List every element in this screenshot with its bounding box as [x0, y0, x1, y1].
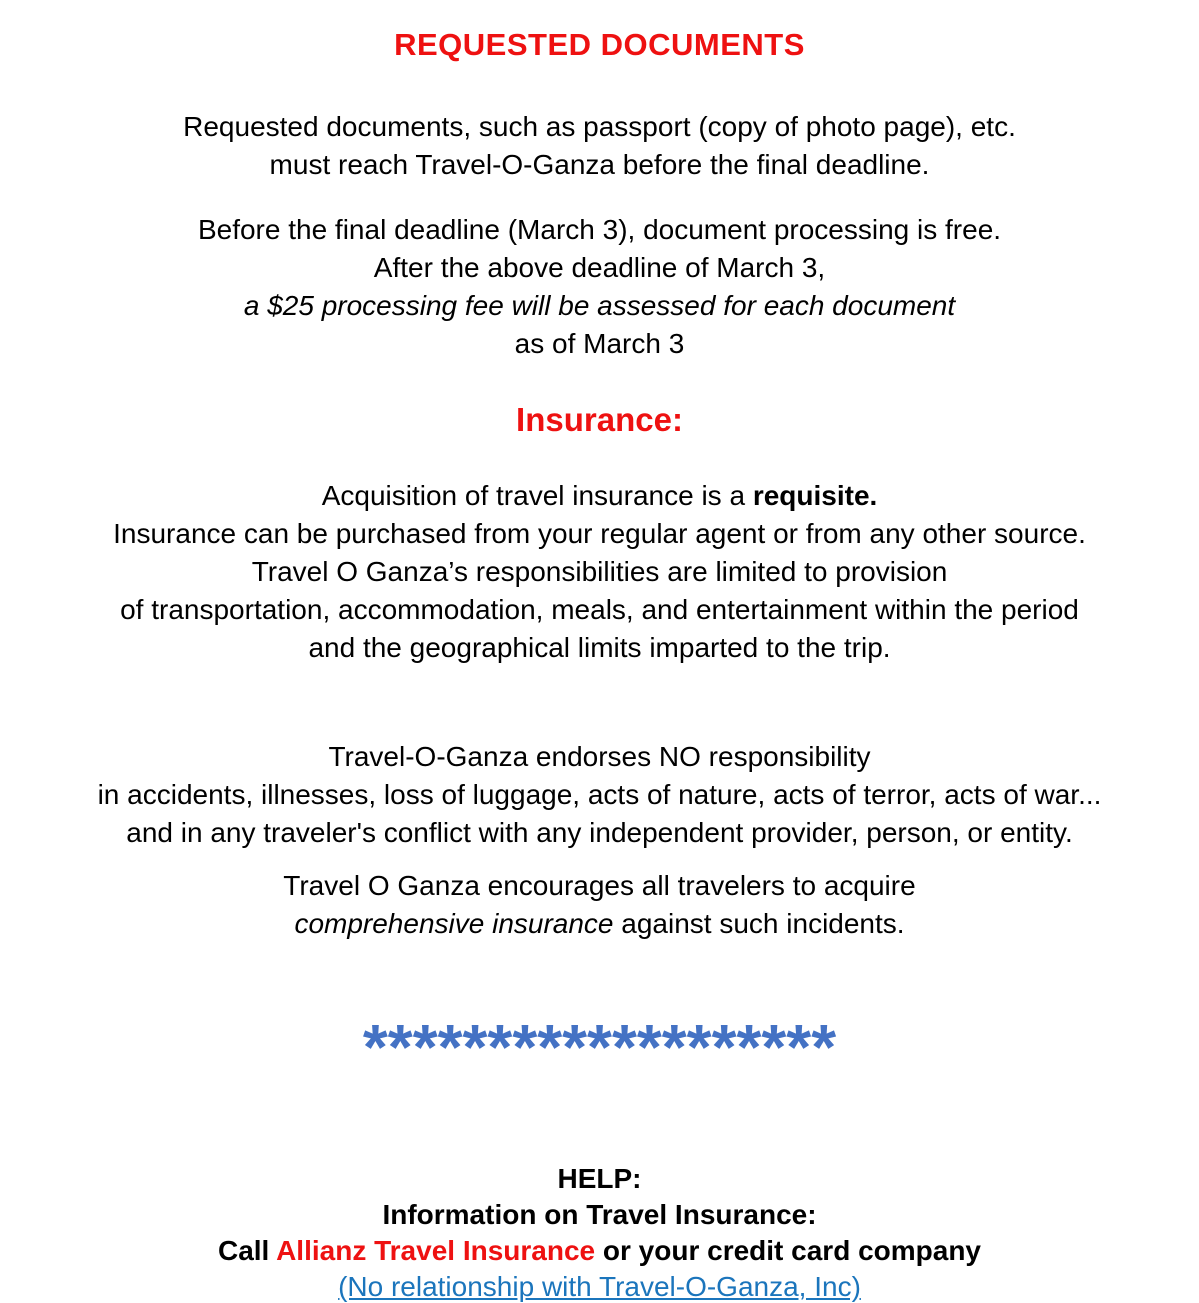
- text-line: Before the final deadline (March 3), document processing is free.: [197, 214, 1002, 245]
- text-run-bold-requisite: requisite.: [752, 480, 878, 511]
- insurance-heading: Insurance:: [516, 401, 683, 438]
- text-line: and in any traveler's conflict with any independent provider, person, or entity.: [126, 817, 1073, 848]
- text-run-allianz: Allianz Travel Insurance: [276, 1235, 596, 1266]
- text-line: Requested documents, such as passport (copy of photo page), etc.: [183, 111, 1016, 142]
- no-relationship-link[interactable]: (No relationship with Travel-O-Ganza, Inc): [338, 1271, 861, 1302]
- text-line: After the above deadline of March 3,: [373, 252, 826, 283]
- help-subheading: Information on Travel Insurance:: [382, 1199, 817, 1230]
- help-link-line: [0, 1269, 1199, 1303]
- text-line-requisite: [0, 477, 1199, 515]
- text-line: in accidents, illnesses, loss of luggage, acts of nature, acts of terror, acts of war...: [97, 779, 1102, 810]
- text-line: and the geographical limits imparted to the trip.: [308, 632, 891, 663]
- requested-documents-heading: REQUESTED DOCUMENTS: [394, 27, 805, 62]
- paragraph-deadline-fees: [0, 211, 1199, 363]
- paragraph-encourage-insurance: [0, 867, 1199, 943]
- help-section: [0, 1161, 1199, 1303]
- text-run: or your credit card company: [595, 1235, 981, 1266]
- asterisk-separator: *******************: [362, 1011, 837, 1083]
- text-line: as of March 3: [514, 328, 685, 359]
- paragraph-requested-documents: [0, 108, 1199, 184]
- text-run: against such incidents.: [613, 908, 905, 939]
- text-line: Travel O Ganza encourages all travelers to acquire: [283, 870, 916, 901]
- text-line: Travel-O-Ganza endorses NO responsibility: [328, 741, 871, 772]
- text-run-italic-comprehensive: comprehensive insurance: [294, 908, 614, 939]
- text-run: Acquisition of travel insurance is a: [321, 480, 753, 511]
- help-call-line: [0, 1233, 1199, 1269]
- text-line: Travel O Ganza’s responsibilities are limited to provision: [251, 556, 948, 587]
- text-run: Call: [217, 1235, 277, 1266]
- paragraph-no-responsibility: [0, 738, 1199, 852]
- paragraph-insurance-requirement: [0, 477, 1199, 667]
- help-heading: HELP:: [557, 1163, 642, 1194]
- text-line: must reach Travel-O-Ganza before the final deadline.: [269, 149, 930, 180]
- text-line: of transportation, accommodation, meals, and entertainment within the period: [120, 594, 1079, 625]
- text-line: Insurance can be purchased from your regular agent or from any other source.: [113, 518, 1086, 549]
- text-line-processing-fee: a $25 processing fee will be assessed for each document: [243, 290, 956, 321]
- text-line-comprehensive: [0, 905, 1199, 943]
